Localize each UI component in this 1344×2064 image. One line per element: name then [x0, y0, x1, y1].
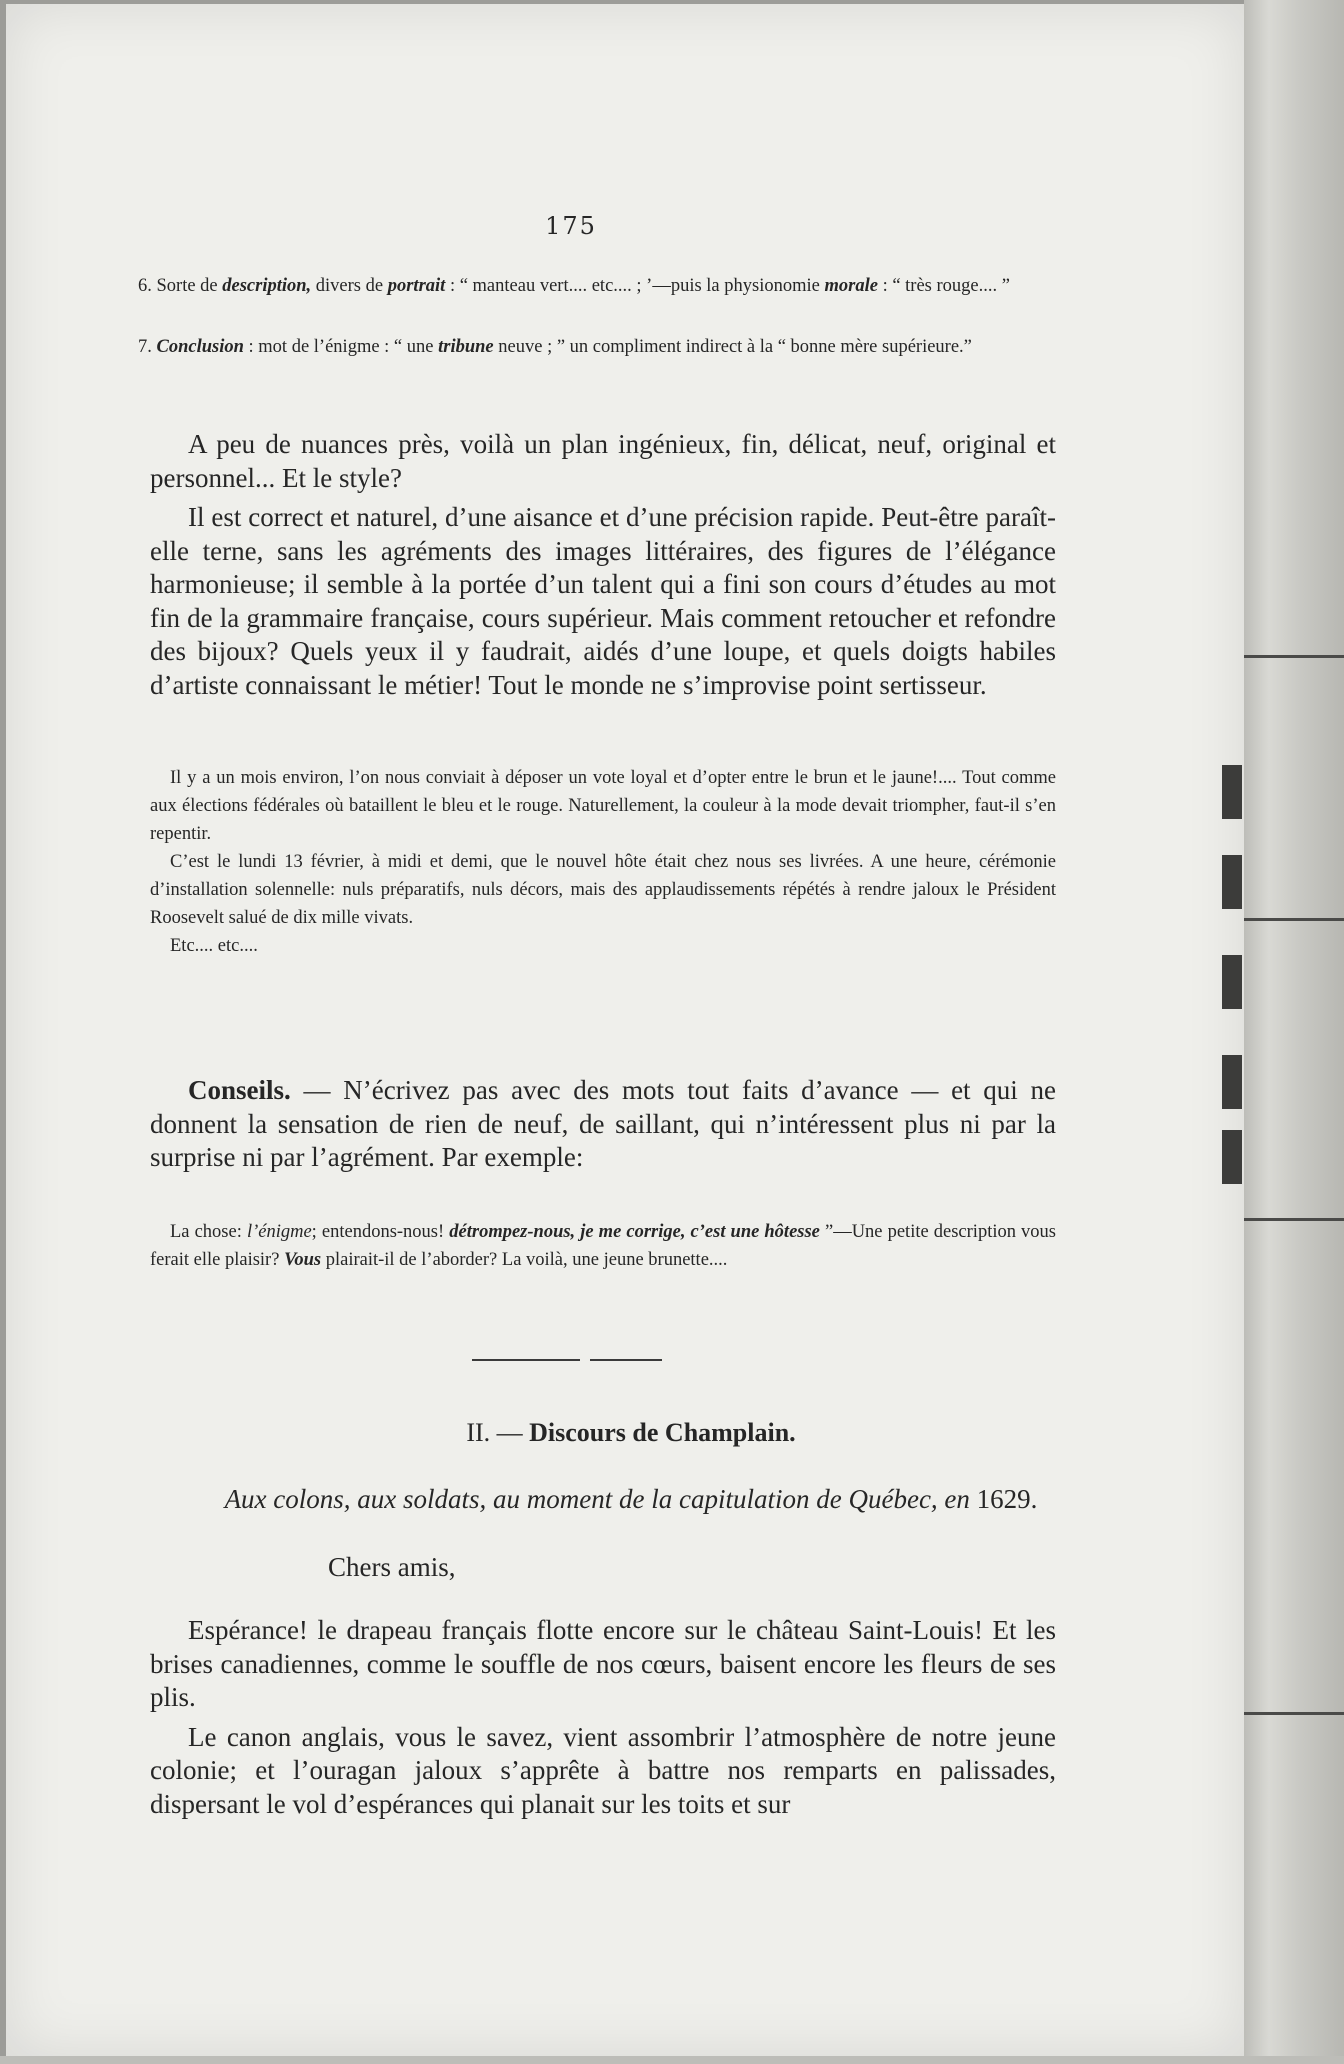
note-7: 7. Conclusion : mot de l’énigme : “ une tribune neuve ; ” un compliment indirect à la “ bonne mère supérieure.” [138, 337, 972, 357]
note-6: 6. Sorte de description, divers de portrait : “ manteau vert.... etc.... ; ’—puis la physionomie morale : “ très rouge.... ” [138, 276, 1010, 296]
paragraph: Le canon anglais, vous le savez, vient assombrir l’atmosphère de notre jeune colonie; et l’ouragan jaloux s’apprête à battre nos remparts en palissades, dispersant le vol d’espérances qui planait sur les toits et sur [150, 1721, 1056, 1819]
body-paragraphs-1 [150, 428, 1056, 702]
example-paragraph: C’est le lundi 13 février, à midi et demi, que le nouvel hôte était chez nous ses livrées. A une heure, cérémonie d’installation solennelle: nuls préparatifs, nuls décors, mais des applaudissements répétés à rendre jaloux le Président Roosevelt salué de dix mille vivats. [150, 852, 1056, 928]
edge-mark [1222, 955, 1242, 1009]
paragraph: A peu de nuances près, voilà un plan ingénieux, fin, délicat, neuf, original et personnel... Et le style? [150, 429, 1056, 493]
conseils-label: Conseils. [188, 1075, 291, 1105]
separator-rule [590, 1359, 662, 1361]
paragraph: Espérance! le drapeau français flotte encore sur le château Saint-Louis! Et les brises canadiennes, comme le souffle de nos cœurs, baisent encore les fleurs de ses plis. [150, 1615, 1056, 1712]
edge-line [1244, 918, 1344, 921]
example-paragraph: Il y a un mois environ, l’on nous conviait à déposer un vote loyal et d’opter entre le brun et le jaune!.... Tout comme aux élections fédérales où bataillent le bleu et le rouge. Naturellement, la couleur à la mode devait triompher, faut-il s’en repentir. [150, 768, 1056, 844]
edge-line [1244, 655, 1344, 658]
edge-line [1244, 1218, 1344, 1221]
page-number: 175 [545, 212, 597, 240]
book-edge [1244, 0, 1344, 2064]
salutation: Chers amis, [328, 1552, 456, 1582]
edge-mark [1222, 855, 1242, 909]
edge-mark [1222, 1055, 1242, 1109]
example-1 [150, 764, 1056, 960]
body-paragraphs-2 [150, 1614, 1056, 1821]
edge-mark [1222, 765, 1242, 819]
paragraph: Il est correct et naturel, d’une aisance et d’une précision rapide. Peut-être paraît-elle terne, sans les agréments des images littéraires, des figures de l’élégance harmonieuse; il semble à la portée d’un talent qui a fini son cours d’études au mot fin de la grammaire française, cours supérieur. Mais comment retoucher et refondre des bijoux? Quels yeux il y faudrait, aidés d’une loupe, et quels doigts habiles d’artiste connaissant le métier! Tout le monde ne s’improvise point sertisseur. [150, 502, 1056, 700]
section-heading: II. — Discours de Champlain. [466, 1418, 796, 1447]
bottom-band [0, 2056, 1344, 2064]
conseils-paragraph: Conseils. — N’écrivez pas avec des mots tout faits d’avance — et qui ne donnent la sensation de rien de neuf, de saillant, qui n’intéressent plus ni par la surprise ni par l’agrément. Par exemple: [150, 1075, 1056, 1172]
edge-mark [1222, 1130, 1242, 1184]
section-subtitle: Aux colons, aux soldats, au moment de la capitulation de Québec, en 1629. [224, 1484, 1038, 1514]
example-2: La chose: l’énigme; entendons-nous! détrompez-nous, je me corrige, c’est une hôtesse ”—Une petite description vous ferait elle plaisir? Vous plairait-il de l’aborder? La voilà, une jeune brunette.... [150, 1222, 1056, 1270]
separator-rule [472, 1359, 580, 1361]
edge-line [1244, 1712, 1344, 1715]
example-etc: Etc.... etc.... [170, 936, 258, 956]
